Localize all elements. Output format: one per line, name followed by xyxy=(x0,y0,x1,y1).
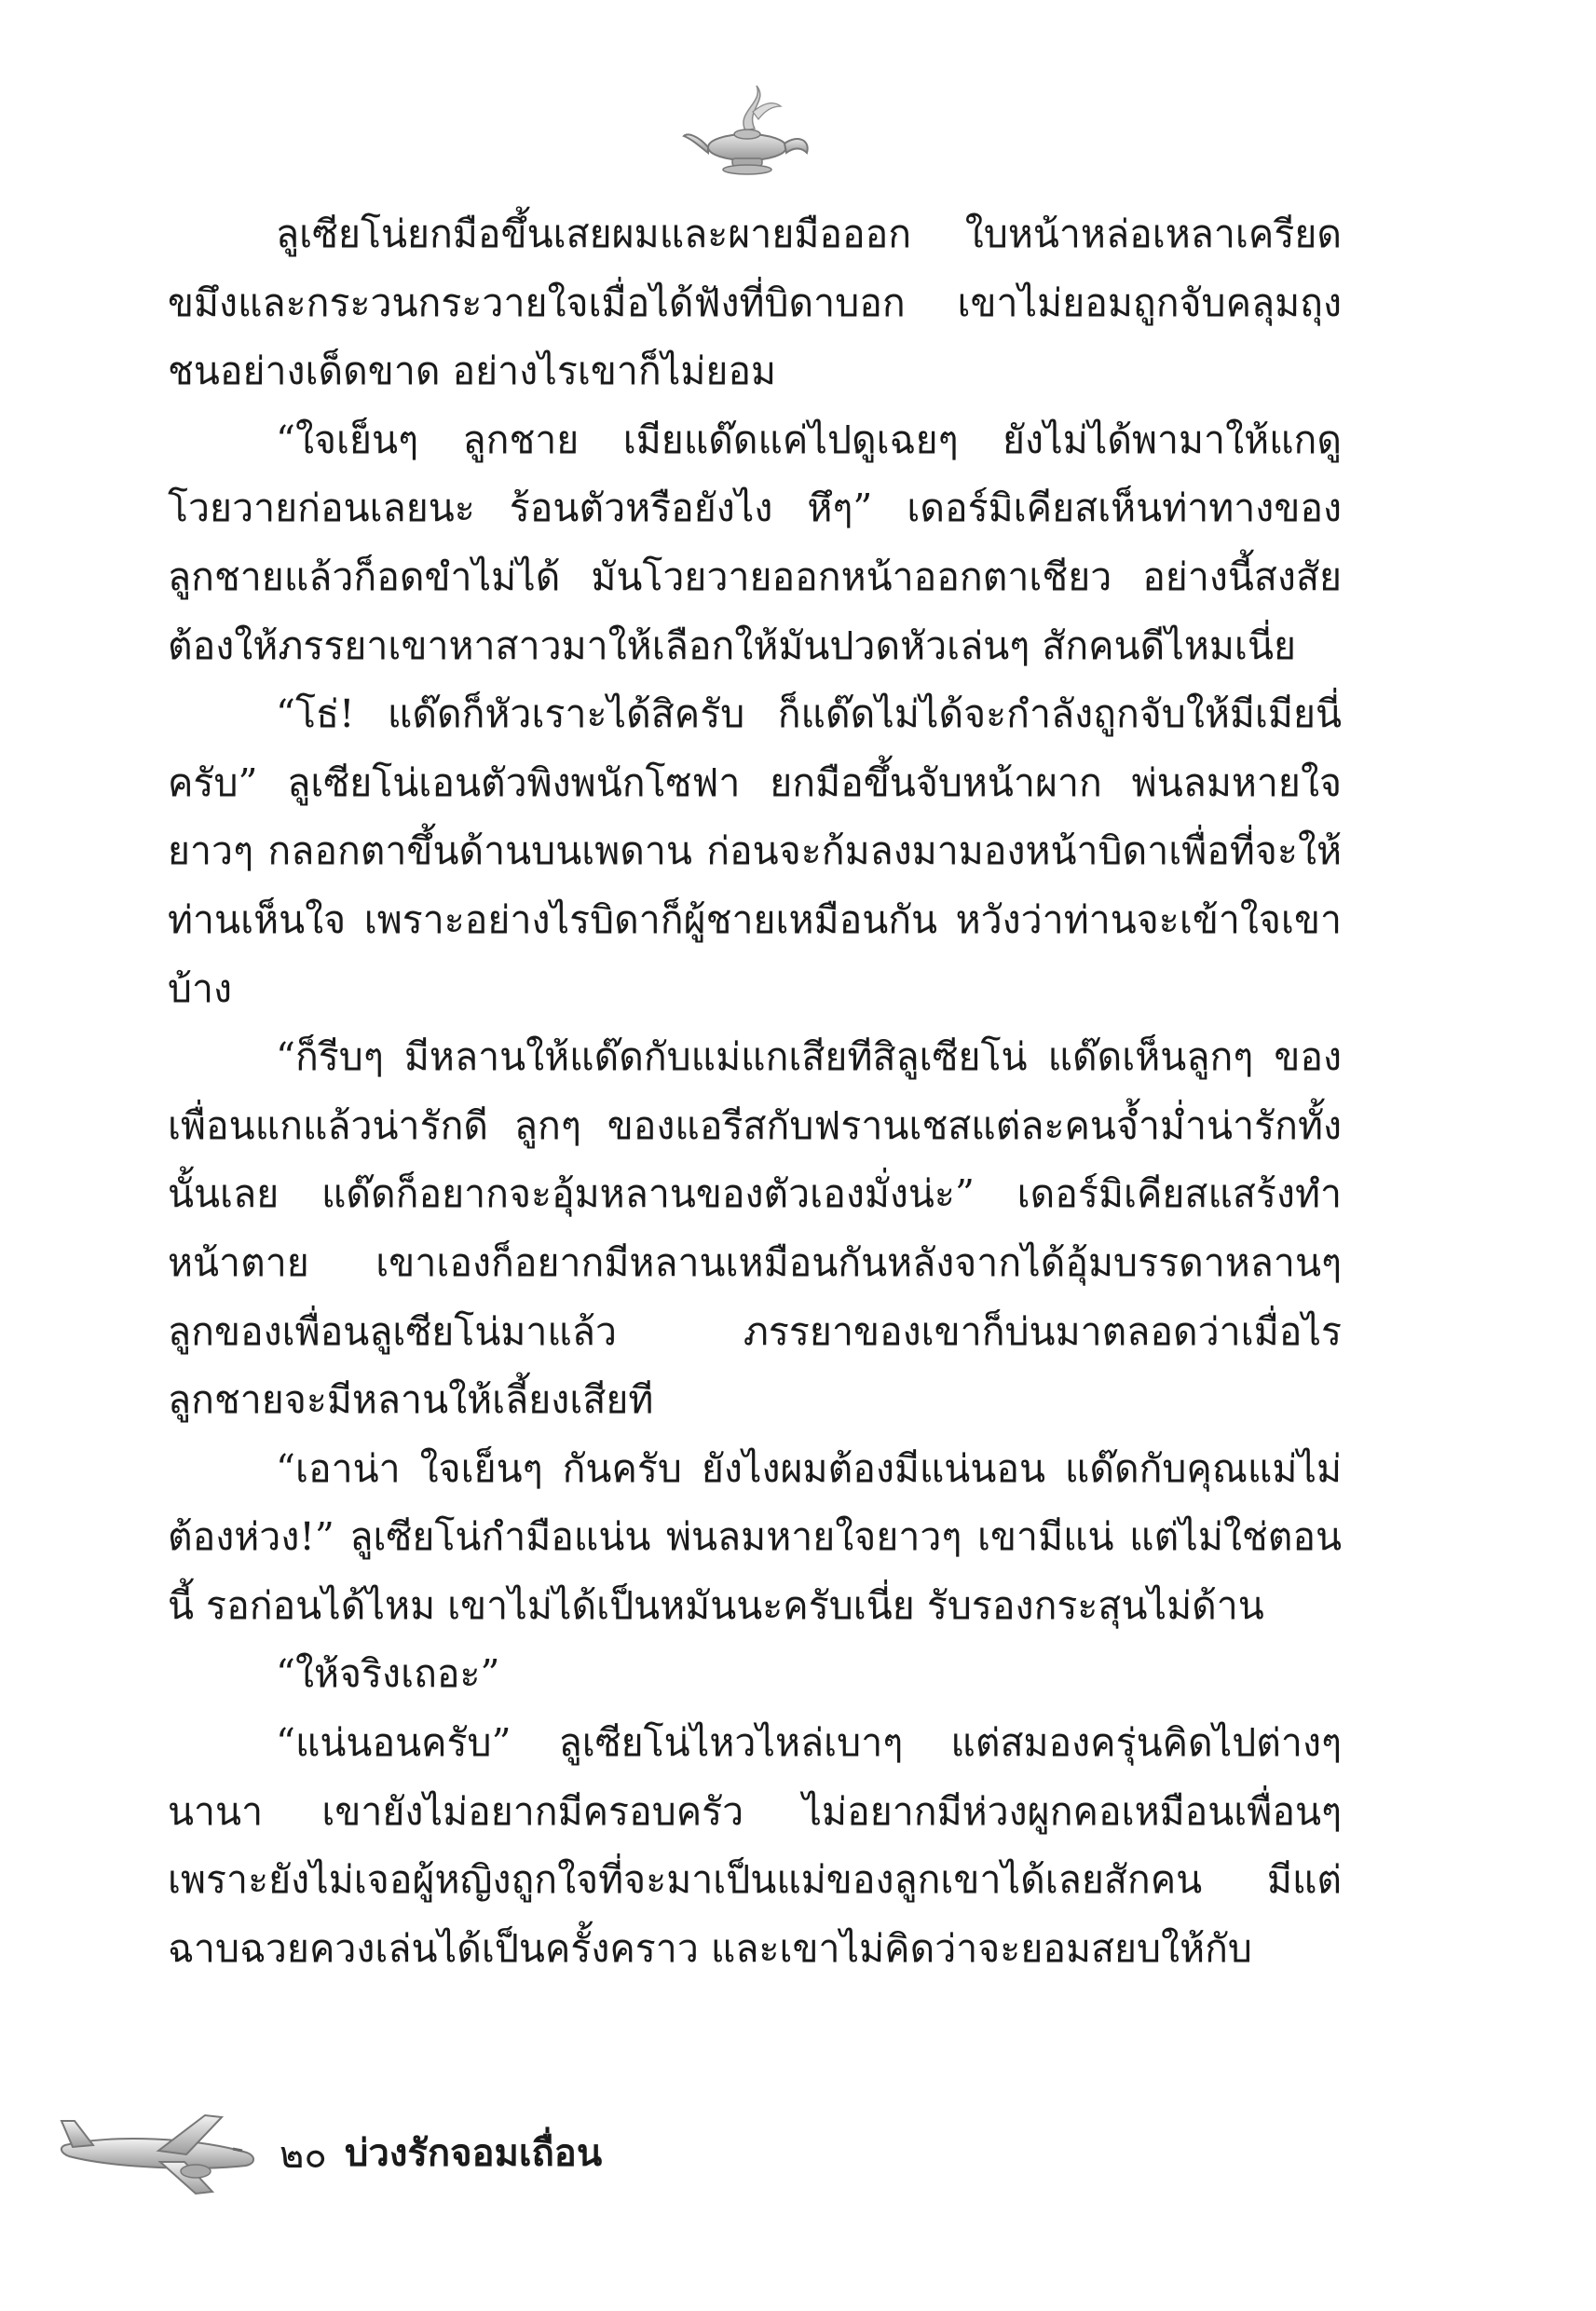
paragraph: “ก็รีบๆ มีหลานให้แด๊ดกับแม่แกเสียทีสิลูเซียโน่ แด๊ดเห็นลูกๆ ของเพื่อนแกแล้วน่ารักดี ลูกๆ ของแอรีสกับฟรานเชสแต่ละคนจ้ำม่ำน่ารักทั้งนั้นเลย แด๊ดก็อยากจะอุ้มหลานของตัวเองมั่งน่ะ” เดอร์มิเคียสแสร้งทำหน้าตาย เขาเองก็อยากมีหลานเหมือนกันหลังจากได้อุ้มบรรดาหลานๆ ลูกของเพื่อนลูเซียโน่มาแล้ว ภรรยาของเขาก็บ่นมาตลอดว่าเมื่อไรลูกชายจะมีหลานให้เลี้ยงเสียที xyxy=(168,1034,1342,1423)
paragraph: ลูเซียโน่ยกมือขึ้นเสยผมและผายมือออก ใบหน้าหล่อเหลาเครียดขมึงและกระวนกระวายใจเมื่อได้ฟังที่บิดาบอก เขาไม่ยอมถูกจับคลุมถุงชนอย่างเด็ดขาด อย่างไรเขาก็ไม่ยอม xyxy=(168,212,1342,394)
book-title: บ่วงรักจอมเถื่อน xyxy=(345,2132,603,2175)
paragraph: “เอาน่า ใจเย็นๆ กันครับ ยังไงผมต้องมีแน่นอน แด๊ดกับคุณแม่ไม่ต้องห่วง!” ลูเซียโน่กำมือแน่น พ่นลมหายใจยาวๆ เขามีแน่ แต่ไม่ใช่ตอนนี้ รอก่อนได้ไหม เขาไม่ได้เป็นหมันนะครับเนี่ย รับรองกระสุนไม่ด้าน xyxy=(168,1445,1342,1628)
paragraph: “ให้จริงเถอะ” xyxy=(276,1651,500,1697)
paragraph: “ใจเย็นๆ ลูกชาย เมียแด๊ดแค่ไปดูเฉยๆ ยังไม่ได้พามาให้แกดูโวยวายก่อนเลยนะ ร้อนตัวหรือยังไง หึๆ” เดอร์มิเคียสเห็นท่าทางของลูกชายแล้วก็อดขำไม่ได้ มันโวยวายออกหน้าออกตาเชียว อย่างนี้สงสัยต้องให้ภรรยาเขาหาสาวมาให้เลือกให้มันปวดหัวเล่นๆ สักคนดีไหมเนี่ย xyxy=(168,417,1342,668)
paragraph: “โธ่! แด๊ดก็หัวเราะได้สิครับ ก็แด๊ดไม่ได้จะกำลังถูกจับให้มีเมียนี่ครับ” ลูเซียโน่เอนตัวพิงพนักโซฟา ยกมือขึ้นจับหน้าผาก พ่นลมหายใจยาวๆ กลอกตาขึ้นด้านบนเพดาน ก่อนจะก้มลงมามองหน้าบิดาเพื่อที่จะให้ท่านเห็นใจ เพราะอย่างไรบิดาก็ผู้ชายเหมือนกัน หวังว่าท่านจะเข้าใจเขาบ้าง xyxy=(168,691,1342,1011)
body-text xyxy=(168,200,1342,1983)
paragraph: “แน่นอนครับ” ลูเซียโน่ไหวไหล่เบาๆ แต่สมองครุ่นคิดไปต่างๆ นานา เขายังไม่อยากมีครอบครัว ไม่อยากมีห่วงผูกคอเหมือนเพื่อนๆ เพราะยังไม่เจอผู้หญิงถูกใจที่จะมาเป็นแม่ของลูกเขาได้เลยสักคน มีแต่ฉาบฉวยควงเล่นได้เป็นครั้งคราว และเขาไม่คิดว่าจะยอมสยบให้กับ xyxy=(168,1720,1342,1971)
magic-lamp-icon xyxy=(680,75,820,177)
page-footer xyxy=(56,2097,801,2199)
airplane-icon xyxy=(56,2097,270,2199)
page-number: ๒๐ xyxy=(280,2134,327,2177)
